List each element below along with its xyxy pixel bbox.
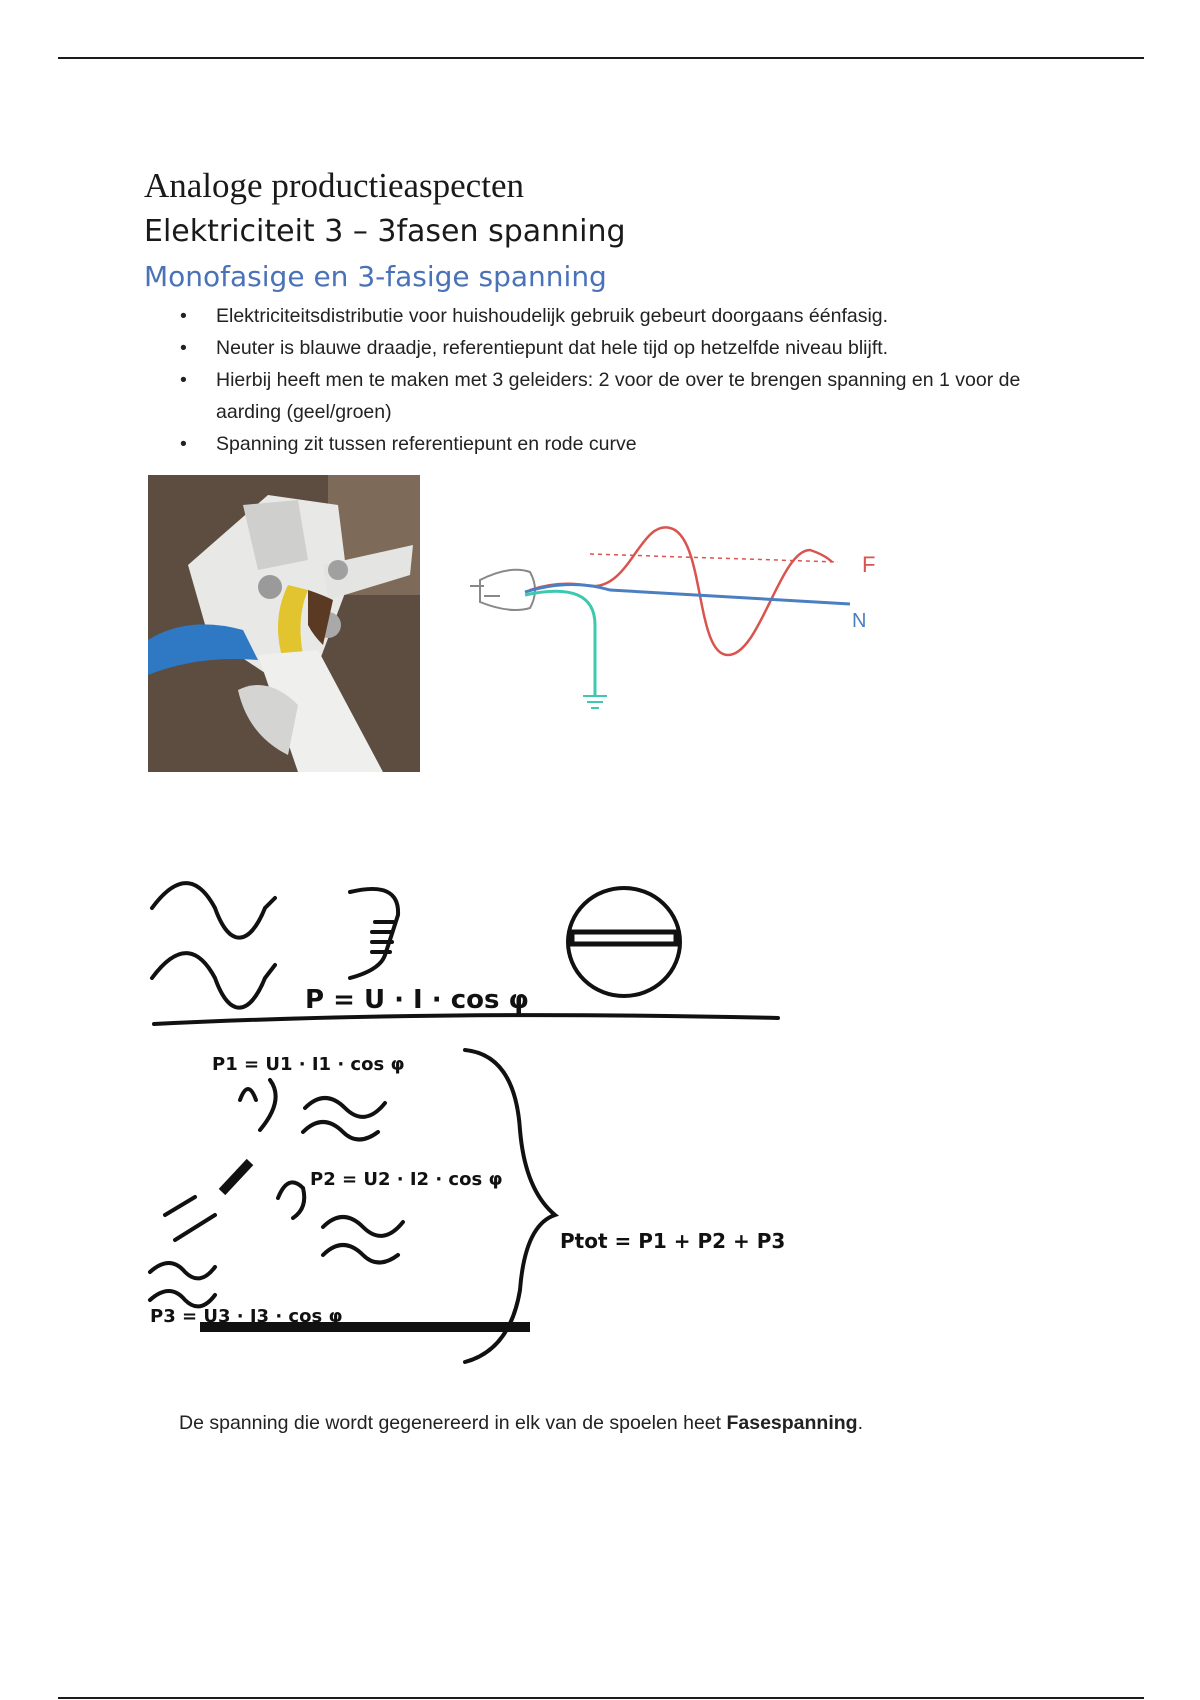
sine-1-icon	[305, 1098, 385, 1117]
bullet-list	[144, 300, 1074, 460]
phase-label: F	[862, 552, 876, 577]
coil-1-icon	[240, 1080, 276, 1130]
sine-3b-icon	[150, 1291, 215, 1306]
plug-outline-icon	[470, 570, 535, 610]
list-item-text: Spanning zit tussen referentiepunt en rode curve	[216, 433, 637, 455]
list-item-text: Neuter is blauwe draadje, referentiepunt dat hele tijd op hetzelfde niveau blijft.	[216, 337, 889, 359]
sine-wave-f	[152, 883, 275, 938]
footer-text-start: De spanning die wordt gegenereerd in elk van de spoelen heet	[179, 1412, 727, 1434]
bullet-icon: •	[180, 369, 187, 391]
generator-slot	[572, 932, 676, 944]
footer-sentence	[179, 1412, 863, 1435]
bullet-icon: •	[180, 305, 187, 327]
footer-rule	[58, 1697, 1144, 1699]
ground-symbol-icon	[583, 696, 607, 708]
brace-icon	[465, 1050, 555, 1362]
coil-3-icon	[165, 1197, 215, 1240]
list-item	[144, 428, 1074, 460]
formula-2: P2 = U2 · I2 · cos φ	[310, 1169, 503, 1190]
earth-wire	[525, 591, 595, 695]
document-title: Analoge productieaspecten	[144, 166, 524, 205]
reference-dashed-line	[590, 554, 838, 562]
coil-2-icon	[278, 1182, 304, 1218]
footer-text-end: .	[857, 1412, 864, 1434]
bullet-icon: •	[180, 337, 187, 359]
list-item-text: Elektriciteitsdistributie voor huishoudelijk gebruik gebeurt doorgaans éénfasig.	[216, 305, 889, 327]
sine-wave-u	[152, 953, 275, 1008]
list-item	[144, 364, 1074, 428]
formula-1: P1 = U1 · I1 · cos φ	[212, 1054, 405, 1075]
list-item-text: Hierbij heeft men te maken met 3 geleiders: 2 voor de over te brengen spanning en 1 voor de aarding (geel/groen)	[216, 369, 1021, 423]
formula-3: P3 = U3 · I3 · cos φ	[150, 1306, 343, 1327]
list-item	[144, 332, 1074, 364]
rotor-bar	[222, 1162, 250, 1192]
plug-photo	[148, 475, 420, 772]
sine-2b-icon	[323, 1245, 398, 1263]
sine-3-icon	[150, 1263, 215, 1278]
divider-stroke	[154, 1015, 778, 1024]
power-formula-sketch	[140, 870, 800, 1370]
list-item	[144, 300, 1074, 332]
plug-voltage-sketch	[470, 510, 890, 730]
heading-1: Elektriciteit 3 – 3fasen spanning	[144, 214, 626, 249]
heading-2: Monofasige en 3-fasige spanning	[144, 260, 607, 293]
header-rule	[58, 57, 1144, 59]
bullet-icon: •	[180, 433, 187, 455]
formula-main: P = U · I · cos φ	[305, 985, 529, 1015]
formula-total: Ptot = P1 + P2 + P3	[560, 1229, 786, 1253]
neutral-label: N	[852, 610, 867, 632]
sine-2-icon	[323, 1217, 403, 1236]
footer-term-bold: Fasespanning	[726, 1412, 858, 1434]
sine-1b-icon	[303, 1122, 378, 1140]
phase-curve	[530, 527, 832, 655]
